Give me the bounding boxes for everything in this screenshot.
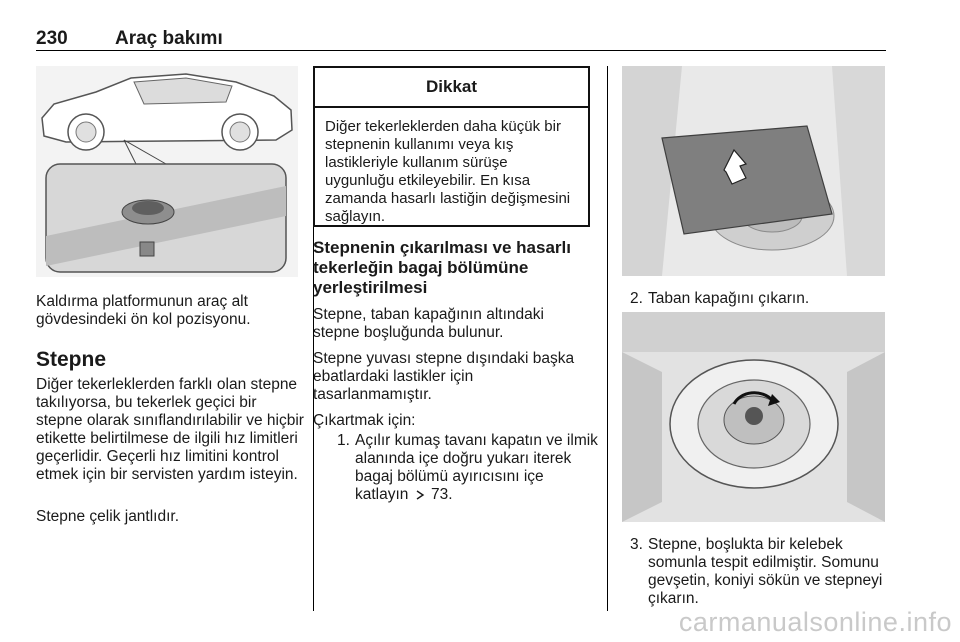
- step-3-number: 3.: [630, 536, 643, 553]
- stepne-paragraph-2: Stepne çelik jantlıdır.: [36, 508, 180, 525]
- spare-paragraph-1: Stepne, taban kapağının altındaki stepne boşluğunda bulunur.: [313, 306, 544, 341]
- step-3-text: Stepne, boşlukta bir kelebek somunla tespit edilmiştir. Somunu gevşetin, koniyi sökün ve stepneyi çıkarın.: [648, 536, 883, 607]
- caution-text: Diğer tekerleklerden daha küçük bir stepnenin kullanımı veya kış lastikleriyle kullanım sürüşe uygunluğu etkileyebilir. En kısa zamanda hasarlı lastiğin değişmesini sağlayın.: [325, 118, 571, 225]
- spare-paragraph-3: Çıkartmak için:: [313, 412, 416, 429]
- step-2-number: 2.: [630, 290, 643, 307]
- section-heading-spare-removal: Stepnenin çıkarılması ve hasarlı tekerleğin bagaj bölümüne yerleştirilmesi: [313, 238, 571, 297]
- page-reference-icon: [416, 487, 425, 497]
- step-3: [622, 536, 888, 608]
- spare-wheel-well-illustration: [622, 312, 885, 522]
- step-1-body: Açılır kumaş tavanı kapatın ve ilmik alanında içe doğru yukarı iterek bagaj bölümü ayırıcısını içe katlayın: [355, 432, 598, 503]
- illustration-spare-wheel: [622, 312, 885, 522]
- column-divider-right: [607, 66, 608, 611]
- step-2: [622, 290, 887, 308]
- step-1-text: [355, 432, 598, 504]
- step-1-page-ref: 73.: [431, 486, 453, 503]
- step-2-text: Taban kapağını çıkarın.: [648, 290, 810, 307]
- step-1-number: 1.: [337, 432, 350, 449]
- illustration-floor-cover: [622, 66, 885, 276]
- illustration-caption: Kaldırma platformunun araç alt gövdesindeki ön kol pozisyonu.: [36, 293, 251, 328]
- step-1: [313, 432, 598, 504]
- caution-box: [313, 66, 590, 227]
- section-heading-stepne: Stepne: [36, 348, 107, 371]
- stepne-paragraph-1: Diğer tekerleklerden farklı olan stepne takılıyorsa, bu tekerlek geçici bir stepne olarak sınıflandırılabilir ve hiçbir etikette belirtilmese de ilgili hız limitleri geçerlidir. Geçerli hız limitini kontrol etmek için bir servisten yardım isteyin.: [36, 376, 304, 483]
- header-rule: [36, 50, 886, 51]
- trunk-floor-cover-illustration: [622, 66, 885, 276]
- page-number: 230: [36, 28, 68, 49]
- caution-title: Dikkat: [315, 68, 588, 108]
- illustration-lift-point: [36, 66, 298, 277]
- car-lift-illustration: [36, 66, 298, 277]
- watermark: carmanualsonline.info: [678, 607, 952, 637]
- spare-paragraph-2: Stepne yuvası stepne dışındaki başka ebatlardaki lastikler için tasarlanmamıştır.: [313, 350, 575, 403]
- page-title: Araç bakımı: [115, 28, 223, 49]
